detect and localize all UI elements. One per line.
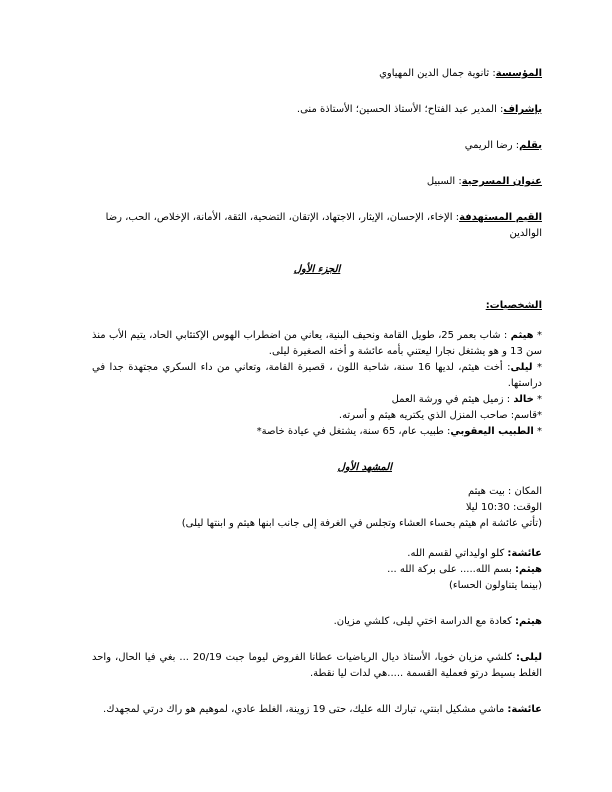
author-value: : رضا الريمي bbox=[464, 140, 520, 151]
author-label: بقلم bbox=[519, 140, 542, 151]
character-item bbox=[92, 424, 542, 440]
play-title-label: عنوان المسرحية bbox=[461, 176, 542, 187]
dialogue-line bbox=[92, 578, 542, 594]
character-description: قاسم: صاحب المنزل الذي يكتريه هيثم و أسرته. bbox=[338, 410, 537, 421]
speaker-name: عائشة: bbox=[507, 704, 542, 715]
character-item bbox=[92, 392, 542, 408]
stage-direction: (بينما يتناولون الحساء) bbox=[448, 580, 542, 591]
supervision-label: بإشراف bbox=[503, 104, 542, 115]
bullet: * bbox=[533, 426, 542, 437]
dialogue-line bbox=[92, 546, 542, 562]
institution-line bbox=[92, 66, 542, 82]
bullet: * bbox=[537, 410, 542, 421]
dialogue-text: كلشي مزيان خويا، الأستاذ ديال الرياضيات عطانا الفروض ليوما جبت 20/19 ... بغي فيا الحال، واحد الغلط بسيط درتو فعملية القسمة .....هي لدات ليا نقطة. bbox=[92, 652, 542, 679]
author-line bbox=[92, 138, 542, 154]
characters-list bbox=[92, 328, 542, 440]
speaker-name: هيثم: bbox=[515, 564, 542, 575]
speaker-name: هيثم: bbox=[515, 616, 542, 627]
play-title-line bbox=[92, 174, 542, 190]
bullet: * bbox=[533, 330, 542, 341]
dialogue-line bbox=[92, 614, 542, 630]
dialogue-text: ماشي مشكيل ابنتي، تبارك الله عليك، حتى 19 زوينة، الغلط عادي، لموهيم هو راك درتي لمجهدك. bbox=[103, 704, 508, 715]
document-body bbox=[92, 66, 542, 718]
character-description: : شاب بعمر 25، طويل القامة ونحيف البنية، يعاني من اضطراب الهوس الإكتئابي الحاد، يتيم الأب منذ سن 13 و هو يشتغل نجارا ليعتني بأمه عائشة و أخته الصغيرة ليلى. bbox=[92, 330, 542, 357]
target-values-line bbox=[92, 210, 542, 242]
characters-heading: الشخصيات: bbox=[485, 300, 542, 311]
scene-time: الوقت: 10:30 ليلا bbox=[465, 502, 542, 513]
dialogue-text: بسم الله..... على بركة الله ... bbox=[387, 564, 516, 575]
dialogue-text: كعادة مع الدراسة اختي ليلى، كلشي مزيان. bbox=[333, 616, 516, 627]
supervision-value: : المدير عبد الفتاح؛ الأستاذ الحسين؛ الأستاذة منى. bbox=[296, 104, 504, 115]
speaker-name: عائشة: bbox=[507, 548, 542, 559]
bullet: * bbox=[532, 362, 542, 373]
character-name: الطبيب اليعقوبي bbox=[450, 426, 534, 437]
character-item bbox=[92, 360, 542, 392]
bullet: * bbox=[533, 394, 542, 405]
character-item bbox=[92, 408, 542, 424]
supervision-line bbox=[92, 102, 542, 118]
institution-value: : ثانوية جمال الدين المهياوي bbox=[379, 68, 496, 79]
character-description: : طبيب عام، 65 سنة، يشتغل في عيادة خاصة* bbox=[256, 426, 451, 437]
character-name: ليلى bbox=[510, 362, 533, 373]
dialogue-line bbox=[92, 562, 542, 578]
target-values-value: : الإخاء، الإحسان، الإيثار، الاجتهاد، الإتقان، التضحية، الثقة، الأمانة، الإخلاص، الحب، رضا الوالدين bbox=[105, 212, 542, 239]
part-heading: الجزء الأول bbox=[293, 264, 341, 275]
dialogue-line bbox=[92, 650, 542, 682]
target-values-label: القيم المستهدفة bbox=[459, 212, 542, 223]
dialogue-text: كلو اوليداتي لقسم الله. bbox=[407, 548, 508, 559]
dialogue-line bbox=[92, 702, 542, 718]
stage-direction: (تأتي عائشة ام هيثم بحساء العشاء وتجلس في الغرفة إلى جانب ابنها هيثم و ابنتها ليلى) bbox=[181, 518, 542, 529]
institution-label: المؤسسة bbox=[495, 68, 542, 79]
character-item bbox=[92, 328, 542, 360]
character-description: : أخت هيثم، لديها 16 سنة، شاحبة اللون ، قصيرة القامة، وتعاني من داء السكري مجتهدة جدا في دراستها. bbox=[92, 362, 542, 389]
character-name: هيثم bbox=[510, 330, 534, 341]
character-description: : زميل هيثم في ورشة العمل bbox=[391, 394, 514, 405]
play-title-value: : السبيل bbox=[426, 176, 462, 187]
speaker-name: ليلى: bbox=[515, 652, 542, 663]
scene-heading: المشهد الأول bbox=[337, 462, 392, 473]
character-name: خالد bbox=[513, 394, 534, 405]
scene-place: المكان : بيت هيثم bbox=[467, 486, 542, 497]
